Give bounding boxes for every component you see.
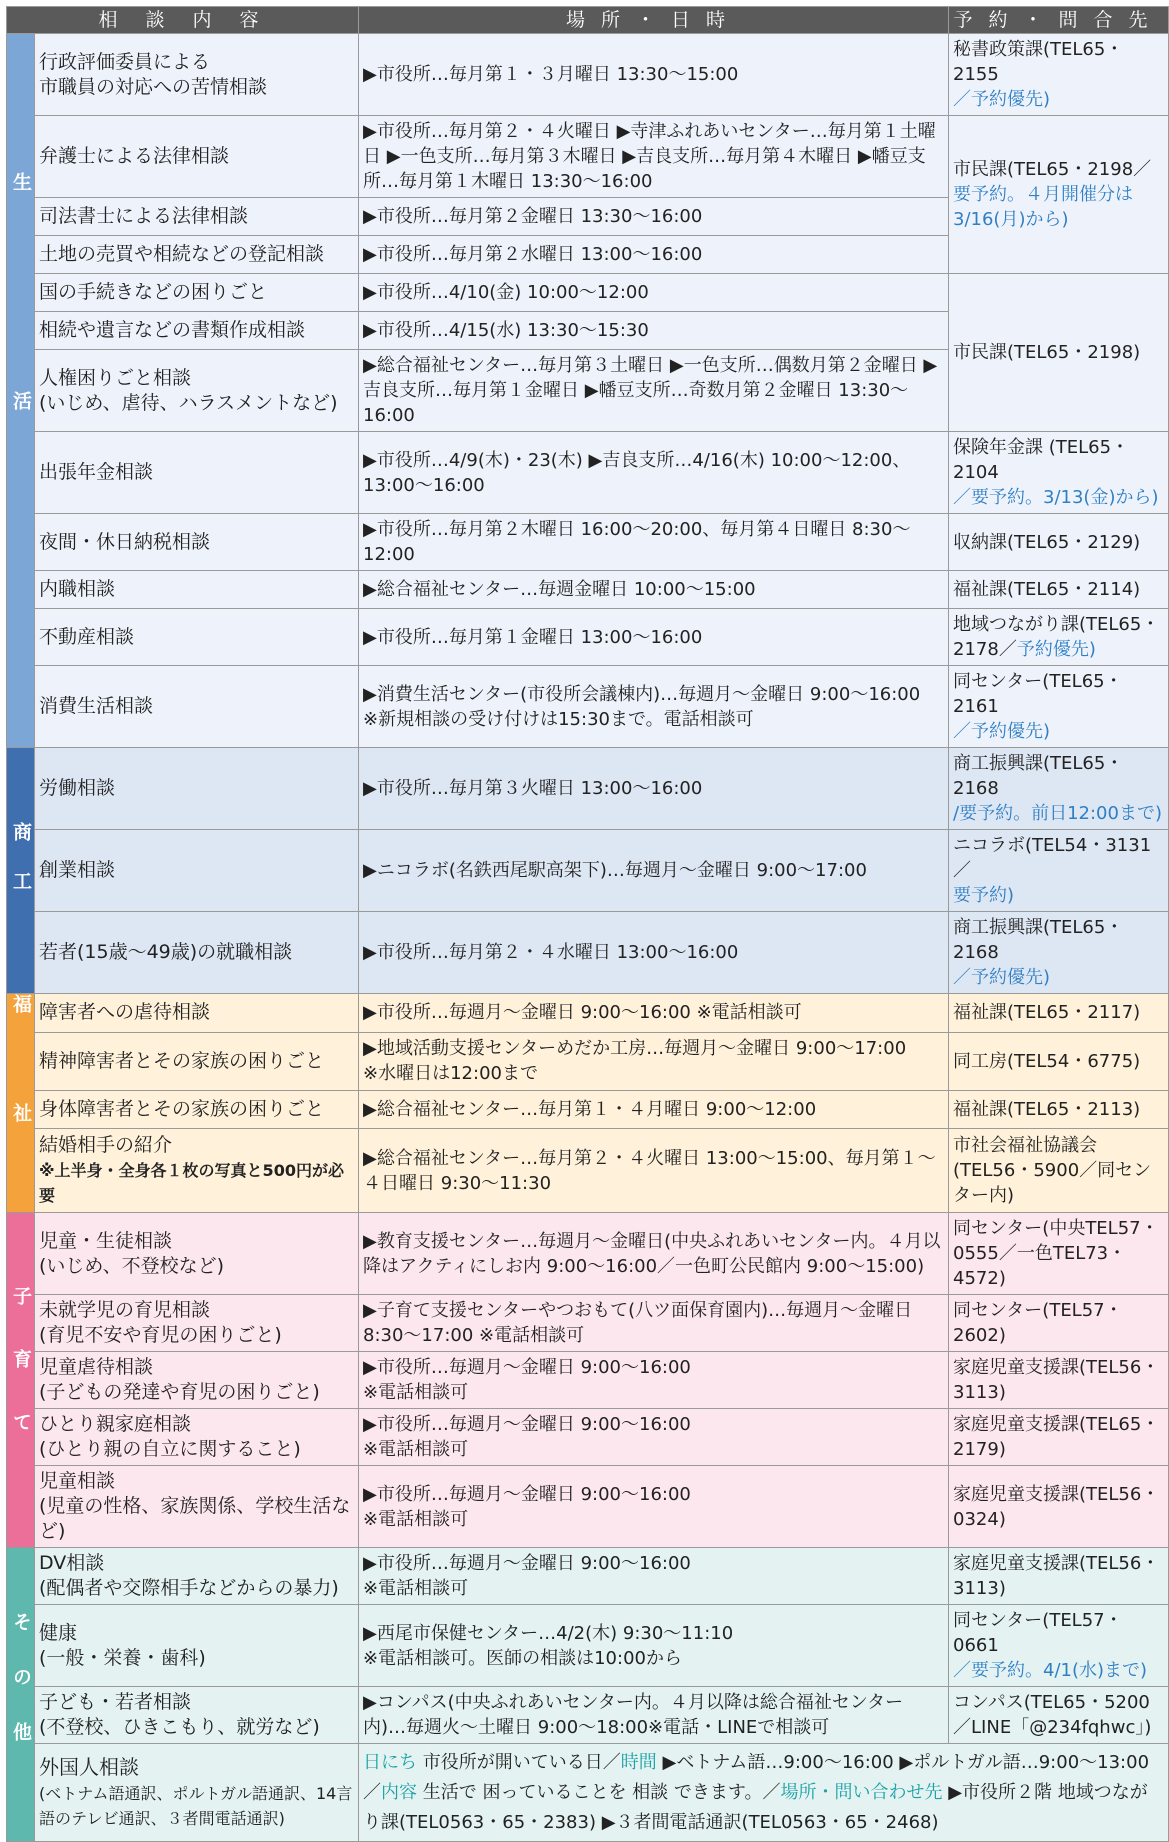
category-label-commerce [7, 748, 35, 994]
contact-text: 保険年金課 (TEL65・2104 [953, 437, 1130, 483]
topic-note: ※上半身・全身各１枚の写真と500円が必要 [39, 1161, 344, 1206]
topic: 司法書士による法律相談 [35, 198, 359, 236]
table-row [7, 1744, 1169, 1842]
days-text: 市役所が開いている日／ [417, 1751, 621, 1773]
topic: 若者(15歳〜49歳)の就職相談 [35, 912, 359, 994]
consultation-table [6, 6, 1169, 1842]
topic: 精神障害者とその家族の困りごと [35, 1032, 359, 1090]
table-row [7, 432, 1169, 514]
place-time: ▶市役所…毎月第２水曜日 13:00〜16:00 [359, 236, 949, 274]
topic-subtitle: (一般・栄養・歯科) [39, 1646, 206, 1669]
table-row [7, 830, 1169, 912]
contact: 家庭児童支援課(TEL56・3113) [949, 1352, 1169, 1409]
place-time: ▶市役所…4/10(金) 10:00〜12:00 [359, 274, 949, 312]
topic-title-line2: 市職員の対応への苦情相談 [39, 75, 268, 98]
place-time-text: ▶市役所…毎週月〜金曜日 9:00〜16:00 [363, 1553, 691, 1574]
place-time: ▶ニコラボ(名鉄西尾駅高架下)…毎週月〜金曜日 9:00〜17:00 [359, 830, 949, 912]
contact: 福祉課(TEL65・2117) [949, 994, 1169, 1033]
place-time: ▶子育て支援センターやつおもて(八ツ面保育園内)…毎週月〜金曜日 8:30〜17:00 ※電話相談可 [359, 1295, 949, 1352]
group-welfare [7, 994, 1169, 1213]
group-kids [7, 1213, 1169, 1548]
topic-title: 児童・生徒相談 [39, 1229, 173, 1252]
place-time: ▶市役所…4/15(水) 13:30〜15:30 [359, 312, 949, 350]
place-time-note: ※電話相談可 [363, 1439, 469, 1460]
place-time-note: ※電話相談可 [363, 1382, 469, 1403]
place-time-note: ※新規相談の受け付けは15:30まで。電話相談可 [363, 708, 754, 730]
table-row [7, 609, 1169, 666]
topic [35, 1548, 359, 1605]
place-time [359, 1409, 949, 1466]
topic [35, 1687, 359, 1744]
contact [949, 666, 1169, 748]
content-text: 生活で 困っていることを 相談 できます。／ [417, 1781, 781, 1803]
label-days: 日にち [363, 1751, 418, 1773]
place-time-text: ▶市役所…毎週月〜金曜日 9:00〜16:00 [363, 1414, 691, 1435]
table-row [7, 514, 1169, 571]
table-row [7, 1295, 1169, 1352]
contact: 家庭児童支援課(TEL56・0324) [949, 1466, 1169, 1548]
topic [35, 1466, 359, 1548]
table-row [7, 912, 1169, 994]
place-contact-text: ▶市役所２階 地域つながり課(TEL0563・65・2383) ▶３者間電話通訳(TEL0563・65・2468) [363, 1781, 1148, 1833]
topic-title: 行政評価委員による [39, 50, 211, 73]
contact: 福祉課(TEL65・2113) [949, 1090, 1169, 1129]
contact-text: ニコラボ(TEL54・3131／ [953, 835, 1152, 881]
topic-subtitle: (育児不安や育児の困りごと) [39, 1324, 282, 1346]
topic [35, 1744, 359, 1842]
topic: 内職相談 [35, 571, 359, 609]
reservation-note: /要予約。前日12:00まで) [953, 803, 1162, 824]
topic-subtitle: (いじめ、不登校など) [39, 1254, 225, 1277]
topic [35, 1295, 359, 1352]
topic [35, 350, 359, 432]
category-label-life [7, 34, 35, 748]
place-time [359, 1032, 949, 1090]
topic: 不動産相談 [35, 609, 359, 666]
topic-title: DV相談 [39, 1552, 105, 1574]
topic-subtitle: (いじめ、虐待、ハラスメントなど) [39, 391, 338, 414]
topic-subtitle: (ひとり親の自立に関すること) [39, 1438, 301, 1460]
table-row [7, 748, 1169, 830]
table-row [7, 34, 1169, 116]
table-row [7, 1213, 1169, 1295]
table-row [7, 1466, 1169, 1548]
contact: 家庭児童支援課(TEL65・2179) [949, 1409, 1169, 1466]
table-row [7, 1687, 1169, 1744]
label-place-contact: 場所・問い合わせ先 [780, 1781, 943, 1803]
topic: 創業相談 [35, 830, 359, 912]
topic-title: ひとり親家庭相談 [39, 1413, 192, 1435]
place-time: ▶市役所…毎月第１金曜日 13:00〜16:00 [359, 609, 949, 666]
reservation-note: ／予約優先) [953, 721, 1051, 742]
table-row [7, 1090, 1169, 1129]
category-text: 福祉 [10, 994, 32, 1212]
topic-subtitle: (ベトナム語通訳、ポルトガル語通訳、14言語のテレビ通訳、３者間電話通訳) [39, 1783, 353, 1828]
place-time: ▶市役所…毎月第３火曜日 13:00〜16:00 [359, 748, 949, 830]
topic [35, 1605, 359, 1687]
contact [949, 116, 1169, 274]
contact-text: 商工振興課(TEL65・2168 [953, 753, 1124, 799]
label-time: 時間 [620, 1751, 657, 1773]
topic [35, 1409, 359, 1466]
table-row [7, 571, 1169, 609]
topic [35, 1129, 359, 1213]
contact: 同工房(TEL54・6775) [949, 1032, 1169, 1090]
topic: 労働相談 [35, 748, 359, 830]
table-row [7, 666, 1169, 748]
topic-subtitle: (不登校、ひきこもり、就労など) [39, 1716, 320, 1738]
category-label-other [7, 1548, 35, 1842]
contact-text: 市民課(TEL65・2198／ [953, 159, 1152, 180]
topic-title: 児童虐待相談 [39, 1356, 154, 1378]
category-text: その他 [10, 1612, 32, 1777]
group-life [7, 34, 1169, 748]
place-time [359, 666, 949, 748]
table-row [7, 1605, 1169, 1687]
contact: 同センター(中央TEL57・0555／一色TEL73・4572) [949, 1213, 1169, 1295]
reservation-note: 予約優先) [1016, 639, 1096, 660]
place-time: ▶市役所…4/9(木)・23(木) ▶吉良支所…4/16(木) 10:00〜12:00、13:00〜16:00 [359, 432, 949, 514]
place-time: ▶総合福祉センター…毎月第２・４火曜日 13:00〜15:00、毎月第１〜４日曜日 9:30〜11:30 [359, 1129, 949, 1213]
foreign-consultation-details [359, 1744, 1169, 1842]
reservation-note: ／予約優先) [953, 89, 1051, 110]
place-time: ▶市役所…毎月第２金曜日 13:30〜16:00 [359, 198, 949, 236]
contact-text: 同センター(TEL65・2161 [953, 671, 1123, 717]
contact [949, 34, 1169, 116]
contact: コンパス(TEL65・5200／LINE「@234fqhwc」) [949, 1687, 1169, 1744]
category-text: 生活 [10, 171, 32, 610]
place-time [359, 1352, 949, 1409]
place-time: ▶総合福祉センター…毎月第３土曜日 ▶一色支所…偶数月第２金曜日 ▶吉良支所…毎月第１金曜日 ▶幡豆支所…奇数月第２金曜日 13:30〜16:00 [359, 350, 949, 432]
place-time: ▶市役所…毎月第２・４水曜日 13:00〜16:00 [359, 912, 949, 994]
place-time: ▶市役所…毎月第２・４火曜日 ▶寺津ふれあいセンター…毎月第１土曜日 ▶一色支所…毎月第３木曜日 ▶吉良支所…毎月第４木曜日 ▶幡豆支所…毎月第１木曜日 13:30〜16:00 [359, 116, 949, 198]
topic-title: 結婚相手の紹介 [39, 1134, 173, 1157]
topic [35, 34, 359, 116]
place-time-note: ※電話相談可 [363, 1578, 469, 1599]
place-time-note: ※電話相談可。医師の相談は10:00から [363, 1647, 682, 1669]
category-text: 子育て [10, 1285, 32, 1475]
place-time: ▶コンパス(中央ふれあいセンター内。４月以降は総合福祉センター内)…毎週火〜土曜日 9:00〜18:00※電話・LINEで相談可 [359, 1687, 949, 1744]
reservation-note: ／要予約。4/1(水)まで) [953, 1660, 1148, 1681]
reservation-note: 要予約。４月開催分は3/16(月)から) [953, 184, 1134, 230]
table-row [7, 274, 1169, 312]
topic-title: 外国人相談 [39, 1754, 139, 1779]
contact: 家庭児童支援課(TEL56・3113) [949, 1548, 1169, 1605]
place-time-text: ▶西尾市保健センター…4/2(木) 9:30〜11:10 [363, 1622, 734, 1644]
reservation-note: ／要予約。3/13(金)から) [953, 487, 1159, 508]
table-row [7, 1409, 1169, 1466]
contact: 福祉課(TEL65・2114) [949, 571, 1169, 609]
topic: 弁護士による法律相談 [35, 116, 359, 198]
topic-subtitle: (児童の性格、家族関係、学校生活など) [39, 1495, 351, 1542]
place-time: ▶市役所…毎月第２木曜日 16:00〜20:00、毎月第４日曜日 8:30〜12:00 [359, 514, 949, 571]
contact-text: 商工振興課(TEL65・2168 [953, 917, 1124, 963]
topic-title: 児童相談 [39, 1470, 116, 1492]
topic [35, 1352, 359, 1409]
topic: 国の手続きなどの困りごと [35, 274, 359, 312]
contact: 市民課(TEL65・2198) [949, 274, 1169, 432]
topic-title: 健康 [39, 1621, 78, 1644]
header-contact: 予約・問合先 [949, 7, 1169, 34]
table-row [7, 116, 1169, 198]
contact-text: 同センター(TEL57・0661 [953, 1610, 1123, 1656]
category-text: 商工 [10, 821, 32, 920]
topic: 相続や遺言などの書類作成相談 [35, 312, 359, 350]
table-row [7, 1548, 1169, 1605]
group-other [7, 1548, 1169, 1842]
contact: 市社会福祉協議会(TEL56・5900／同センター内) [949, 1129, 1169, 1213]
contact [949, 432, 1169, 514]
table-header [7, 7, 1169, 34]
reservation-note: ／予約優先) [953, 967, 1051, 988]
place-time-note: ※電話相談可 [363, 1508, 469, 1530]
contact [949, 912, 1169, 994]
contact [949, 830, 1169, 912]
place-time-text: ▶市役所…毎週月〜金曜日 9:00〜16:00 [363, 1483, 691, 1505]
place-time: ▶市役所…毎週月〜金曜日 9:00〜16:00 ※電話相談可 [359, 994, 949, 1033]
place-time-note: ※水曜日は12:00まで [363, 1063, 538, 1085]
contact: 同センター(TEL57・2602) [949, 1295, 1169, 1352]
place-time-text: ▶地域活動支援センターめだか工房…毎週月〜金曜日 9:00〜17:00 [363, 1038, 907, 1060]
topic-title: 未就学児の育児相談 [39, 1299, 211, 1321]
contact [949, 748, 1169, 830]
place-time: ▶市役所…毎月第１・３月曜日 13:30〜15:00 [359, 34, 949, 116]
contact: 収納課(TEL65・2129) [949, 514, 1169, 571]
place-time [359, 1548, 949, 1605]
topic: 出張年金相談 [35, 432, 359, 514]
table-row [7, 1032, 1169, 1090]
place-time [359, 1605, 949, 1687]
contact [949, 609, 1169, 666]
place-time-text: ▶消費生活センター(市役所会議棟内)…毎週月〜金曜日 9:00〜16:00 [363, 683, 921, 705]
place-time: ▶教育支援センター…毎週月〜金曜日(中央ふれあいセンター内。４月以降はアクティにしお内 9:00〜16:00／一色町公民館内 9:00〜15:00) [359, 1213, 949, 1295]
header-place-datetime: 場所・日時 [359, 7, 949, 34]
category-label-welfare [7, 994, 35, 1213]
topic [35, 1213, 359, 1295]
topic: 土地の売買や相続などの登記相談 [35, 236, 359, 274]
place-time: ▶総合福祉センター…毎月第１・４月曜日 9:00〜12:00 [359, 1090, 949, 1129]
place-time-text: ▶市役所…毎週月〜金曜日 9:00〜16:00 [363, 1357, 691, 1378]
table-row [7, 994, 1169, 1033]
place-time: ▶総合福祉センター…毎週金曜日 10:00〜15:00 [359, 571, 949, 609]
topic-subtitle: (配偶者や交際相手などからの暴力) [39, 1577, 339, 1599]
table-row [7, 1129, 1169, 1213]
topic: 身体障害者とその家族の困りごと [35, 1090, 359, 1129]
place-time [359, 1466, 949, 1548]
label-content: 内容 [381, 1781, 418, 1803]
topic-subtitle: (子どもの発達や育児の困りごと) [39, 1381, 320, 1403]
table-row [7, 1352, 1169, 1409]
time-text: ▶ベトナム語…9:00〜16:00 ▶ポルトガル語…9:00〜13:00／ [363, 1751, 1150, 1803]
group-commerce [7, 748, 1169, 994]
reservation-note: 要予約) [953, 885, 1015, 906]
category-label-kids [7, 1213, 35, 1548]
topic-title: 子ども・若者相談 [39, 1691, 192, 1713]
topic: 消費生活相談 [35, 666, 359, 748]
topic: 夜間・休日納税相談 [35, 514, 359, 571]
topic: 障害者への虐待相談 [35, 994, 359, 1033]
contact [949, 1605, 1169, 1687]
header-consultation: 相談内容 [7, 7, 359, 34]
contact-text: 秘書政策課(TEL65・2155 [953, 39, 1124, 85]
topic-title: 人権困りごと相談 [39, 366, 192, 389]
contact-text: 地域つながり課(TEL65・2178／ [953, 614, 1160, 660]
